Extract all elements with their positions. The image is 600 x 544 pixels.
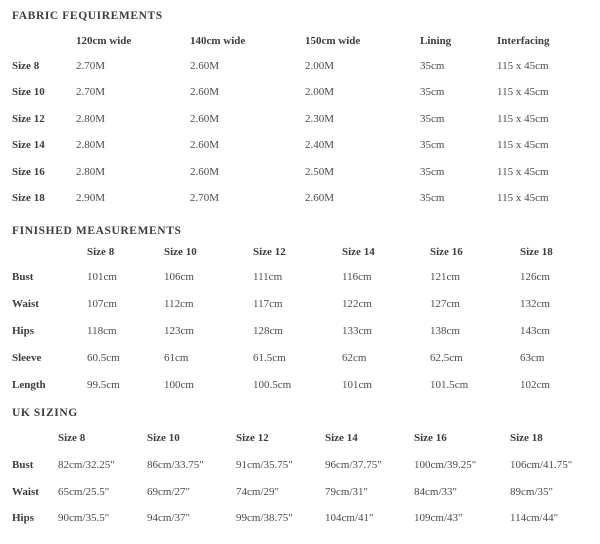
fabric-cell: 2.60M	[190, 165, 220, 178]
fabric-cell: 115 x 45cm	[497, 192, 549, 204]
uk-header: Size 12	[236, 432, 269, 444]
finished-header: Size 12	[253, 246, 286, 258]
finished-cell: 143cm	[520, 325, 550, 337]
finished-header: Size 14	[342, 246, 375, 258]
fabric-row-label: Size 14	[12, 139, 45, 152]
uk-cell: 106cm/41.75"	[510, 459, 573, 471]
finished-cell: 101.5cm	[430, 379, 469, 391]
uk-header: Size 14	[325, 432, 358, 444]
uk-row-label: Waist	[12, 485, 39, 498]
finished-cell: 138cm	[430, 325, 460, 337]
finished-cell: 112cm	[164, 298, 194, 310]
uk-header: Size 10	[147, 432, 180, 444]
uk-cell: 65cm/25.5"	[58, 485, 110, 498]
fabric-row-label: Size 18	[12, 192, 45, 204]
fabric-cell: 35cm	[420, 192, 445, 204]
uk-cell: 86cm/33.75"	[147, 459, 204, 471]
fabric-cell: 2.00M	[305, 60, 335, 72]
fabric-header: Lining	[420, 35, 452, 47]
finished-cell: 127cm	[430, 298, 460, 310]
uk-cell: 74cm/29"	[236, 485, 279, 498]
fabric-row-label: Size 8	[12, 60, 40, 72]
fabric-header: 150cm wide	[305, 35, 361, 47]
fabric-cell: 115 x 45cm	[497, 165, 549, 178]
uk-cell: 109cm/43"	[414, 512, 463, 524]
finished-row-label: Hips	[12, 325, 35, 337]
fabric-cell: 2.70M	[76, 86, 106, 99]
uk-row-label: Hips	[12, 512, 35, 524]
finished-cell: 132cm	[520, 298, 550, 310]
finished-cell: 128cm	[253, 325, 283, 337]
fabric-row-label: Size 16	[12, 165, 45, 178]
uk-cell: 91cm/35.75"	[236, 459, 293, 471]
finished-cell: 116cm	[342, 271, 372, 283]
fabric-cell: 2.60M	[190, 60, 220, 72]
finished-cell: 107cm	[87, 298, 117, 310]
finished-header: Size 16	[430, 246, 463, 258]
finished-cell: 122cm	[342, 298, 372, 310]
fabric-cell: 2.90M	[76, 192, 106, 204]
fabric-cell: 35cm	[420, 60, 445, 72]
fabric-cell: 115 x 45cm	[497, 60, 549, 72]
fabric-cell: 2.50M	[305, 165, 335, 178]
fabric-cell: 35cm	[420, 165, 445, 178]
uk-cell: 104cm/41"	[325, 512, 374, 524]
finished-cell: 111cm	[253, 271, 283, 283]
finished-cell: 61cm	[164, 352, 189, 364]
fabric-cell: 2.70M	[190, 192, 220, 204]
finished-measurements-title: FINISHED MEASUREMENTS	[12, 225, 182, 237]
fabric-cell: 115 x 45cm	[497, 112, 549, 125]
finished-cell: 117cm	[253, 298, 283, 310]
fabric-cell: 115 x 45cm	[497, 139, 549, 152]
uk-cell: 99cm/38.75"	[236, 512, 293, 524]
finished-row-label: Sleeve	[12, 352, 42, 364]
finished-header: Size 8	[87, 246, 115, 258]
finished-cell: 118cm	[87, 325, 117, 337]
finished-cell: 123cm	[164, 325, 194, 337]
fabric-requirements-title: FABRIC FEQUIREMENTS	[12, 10, 163, 22]
uk-cell: 96cm/37.75"	[325, 459, 382, 471]
uk-cell: 94cm/37"	[147, 512, 190, 524]
finished-row-label: Bust	[12, 271, 34, 283]
finished-cell: 102cm	[520, 379, 550, 391]
uk-cell: 89cm/35"	[510, 485, 553, 498]
finished-cell: 60.5cm	[87, 352, 120, 364]
uk-row-label: Bust	[12, 459, 34, 471]
uk-header: Size 16	[414, 432, 447, 444]
fabric-cell: 2.80M	[76, 112, 106, 125]
fabric-row-label: Size 10	[12, 86, 45, 99]
fabric-cell: 2.70M	[76, 60, 106, 72]
finished-cell: 99.5cm	[87, 379, 120, 391]
finished-cell: 133cm	[342, 325, 372, 337]
uk-cell: 114cm/44"	[510, 512, 559, 524]
finished-cell: 100cm	[164, 379, 194, 391]
fabric-cell: 2.80M	[76, 165, 106, 178]
fabric-row-label: Size 12	[12, 112, 45, 125]
fabric-cell: 2.60M	[305, 192, 335, 204]
finished-cell: 126cm	[520, 271, 550, 283]
fabric-header: 140cm wide	[190, 35, 246, 47]
fabric-cell: 2.30M	[305, 112, 335, 125]
uk-cell: 84cm/33"	[414, 485, 457, 498]
uk-cell: 82cm/32.25"	[58, 459, 115, 471]
fabric-cell: 115 x 45cm	[497, 86, 549, 99]
fabric-cell: 2.60M	[190, 112, 220, 125]
finished-cell: 62.5cm	[430, 352, 463, 364]
finished-header: Size 10	[164, 246, 197, 258]
finished-cell: 106cm	[164, 271, 194, 283]
uk-sizing-title: UK SIZING	[12, 407, 78, 419]
fabric-cell: 2.60M	[190, 86, 220, 99]
fabric-cell: 35cm	[420, 112, 445, 125]
fabric-header: Interfacing	[497, 35, 550, 47]
uk-cell: 100cm/39.25"	[414, 459, 477, 471]
finished-cell: 101cm	[342, 379, 372, 391]
finished-cell: 62cm	[342, 352, 367, 364]
finished-cell: 61.5cm	[253, 352, 286, 364]
finished-row-label: Waist	[12, 298, 39, 310]
finished-header: Size 18	[520, 246, 553, 258]
finished-cell: 100.5cm	[253, 379, 292, 391]
fabric-header: 120cm wide	[76, 35, 132, 47]
finished-row-label: Length	[12, 379, 46, 391]
fabric-cell: 35cm	[420, 86, 445, 99]
uk-cell: 69cm/27"	[147, 485, 190, 498]
fabric-cell: 2.40M	[305, 139, 335, 152]
uk-cell: 90cm/35.5"	[58, 512, 110, 524]
fabric-cell: 2.60M	[190, 139, 220, 152]
fabric-cell: 2.80M	[76, 139, 106, 152]
finished-cell: 63cm	[520, 352, 545, 364]
finished-cell: 101cm	[87, 271, 117, 283]
fabric-cell: 2.00M	[305, 86, 335, 99]
uk-header: Size 8	[58, 432, 86, 444]
finished-cell: 121cm	[430, 271, 460, 283]
fabric-cell: 35cm	[420, 139, 445, 152]
uk-header: Size 18	[510, 432, 543, 444]
uk-cell: 79cm/31"	[325, 485, 368, 498]
